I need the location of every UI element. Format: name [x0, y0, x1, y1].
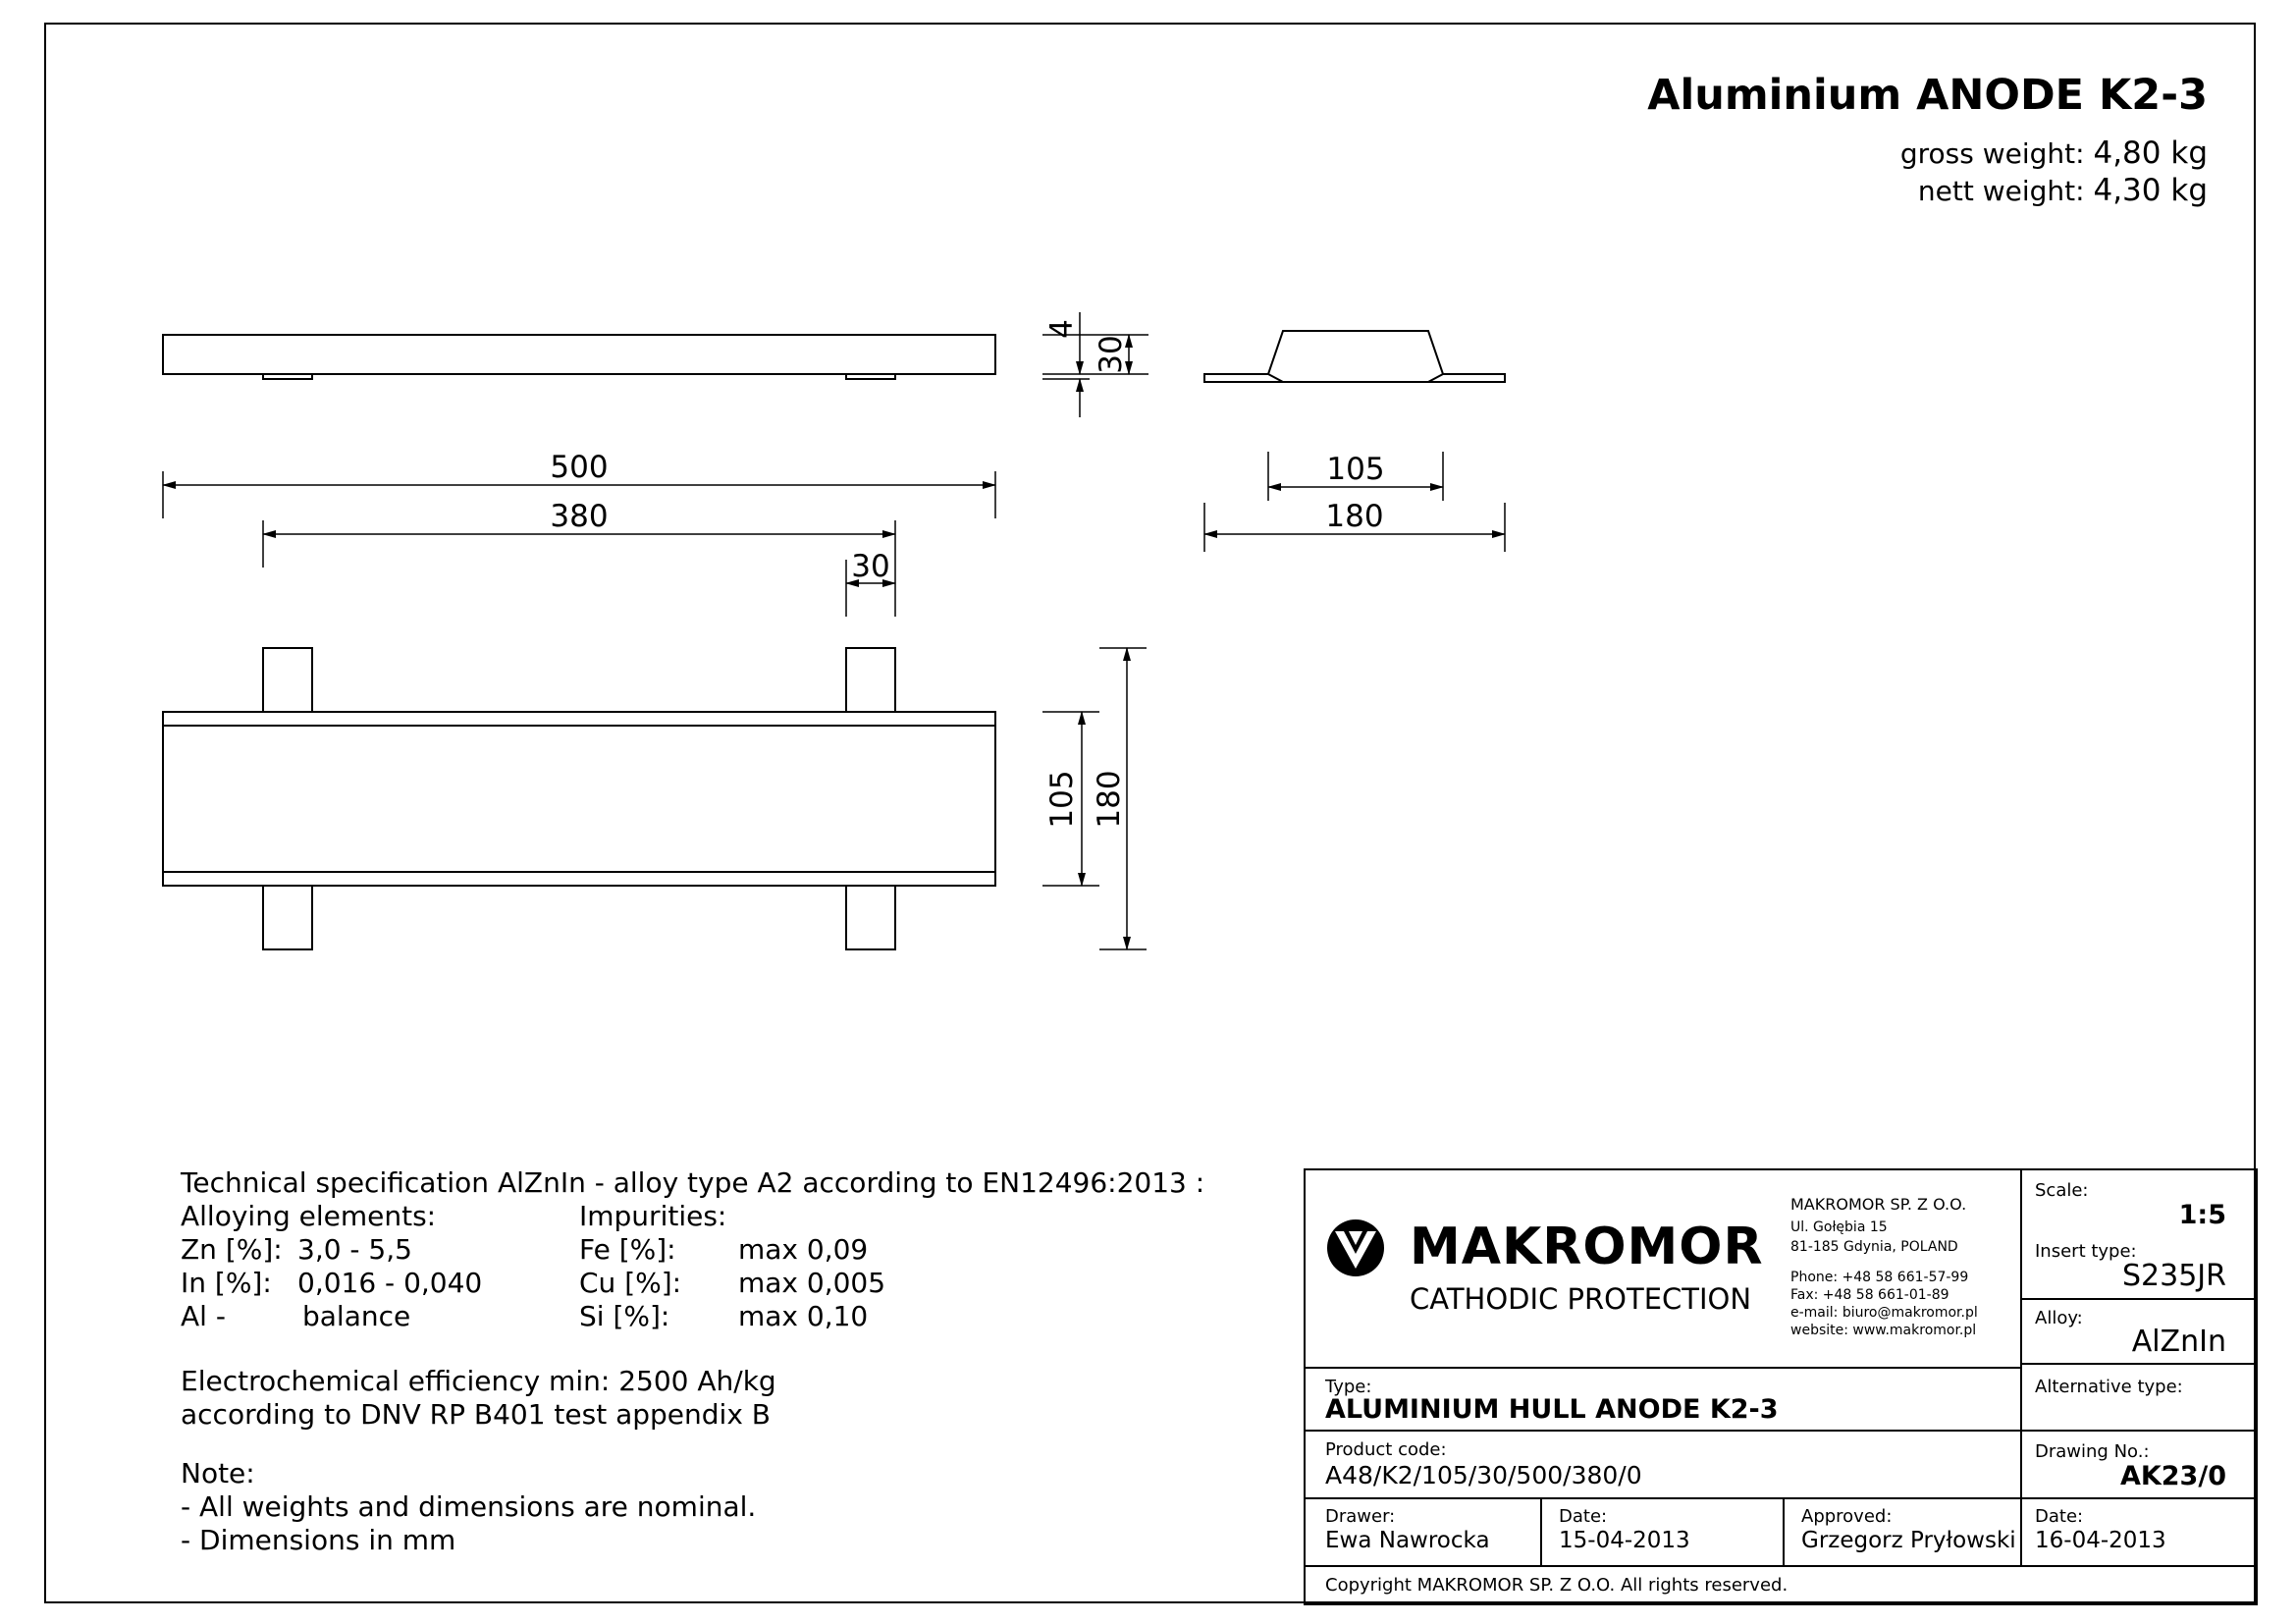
- alloy-value: balance: [302, 1300, 411, 1332]
- type-label: Type:: [1325, 1377, 1372, 1397]
- dim-strap-spacing: 380: [550, 499, 609, 534]
- plan-strap-right-bottom: [846, 886, 895, 949]
- scale-value: 1:5: [2178, 1200, 2226, 1230]
- product-code-label: Product code:: [1325, 1439, 1447, 1460]
- impurity-value: max 0,09: [738, 1233, 869, 1266]
- impurity-value: max 0,005: [738, 1267, 886, 1299]
- type-value: ALUMINIUM HULL ANODE K2-3: [1325, 1394, 1779, 1425]
- company-phone: Phone: +48 58 661-57-99: [1790, 1270, 1969, 1285]
- alternative-type-label: Alternative type:: [2035, 1377, 2183, 1397]
- company-fax: Fax: +48 58 661-01-89: [1790, 1287, 1949, 1303]
- approved-label: Approved:: [1801, 1506, 1893, 1527]
- alloy-value: 0,016 - 0,040: [297, 1267, 483, 1299]
- company-website: website: www.makromor.pl: [1790, 1323, 1977, 1338]
- impurity-value: max 0,10: [738, 1300, 869, 1332]
- impurities-heading: Impurities:: [579, 1200, 727, 1232]
- alloy-element: In [%]:: [181, 1267, 272, 1299]
- side-view-strap-right: [846, 374, 895, 379]
- impurity-element: Cu [%]:: [579, 1267, 682, 1299]
- product-code-value: A48/K2/105/30/500/380/0: [1325, 1461, 1642, 1489]
- impurity-element: Si [%]:: [579, 1300, 670, 1332]
- alloy-element: Zn [%]:: [181, 1233, 283, 1266]
- drawn-date-value: 15-04-2013: [1559, 1528, 1690, 1553]
- end-view-profile: [1204, 331, 1505, 382]
- drawing-no-value: AK23/0: [2119, 1461, 2226, 1491]
- dim-base-width: 180: [1325, 499, 1384, 534]
- company-email: e-mail: biuro@makromor.pl: [1790, 1305, 1978, 1321]
- approved-date-value: 16-04-2013: [2035, 1528, 2166, 1553]
- title-block: [1304, 1168, 2258, 1605]
- drawer-label: Drawer:: [1325, 1506, 1396, 1527]
- copyright-notice: Copyright MAKROMOR SP. Z O.O. All rights reserved.: [1325, 1575, 1789, 1596]
- approved-value: Grzegorz Pryłowski: [1801, 1528, 2016, 1553]
- efficiency-line-2: according to DNV RP B401 test appendix B: [181, 1398, 772, 1431]
- insert-type-label: Insert type:: [2035, 1241, 2137, 1262]
- side-view-body: [163, 335, 995, 374]
- dim-thickness: 4: [1044, 319, 1080, 339]
- note-heading: Note:: [181, 1457, 255, 1489]
- brand-name: MAKROMOR: [1410, 1218, 1764, 1276]
- insert-type-value: S235JR: [2122, 1259, 2226, 1293]
- nett-weight-value: 4,30 kg: [2093, 173, 2208, 208]
- company-name: MAKROMOR SP. Z O.O.: [1790, 1195, 1967, 1214]
- nett-weight-label: nett weight:: [1917, 175, 2085, 207]
- note-line-1: - All weights and dimensions are nominal.: [181, 1490, 757, 1523]
- efficiency-line-1: Electrochemical efficiency min: 2500 Ah/kg: [181, 1365, 776, 1397]
- drawing-title: Aluminium ANODE K2-3: [1647, 71, 2208, 120]
- plan-view-body: [163, 712, 995, 886]
- approved-date-label: Date:: [2035, 1506, 2084, 1527]
- company-city: 81-185 Gdynia, POLAND: [1790, 1239, 1958, 1255]
- side-view-strap-left: [263, 374, 312, 379]
- note-line-2: - Dimensions in mm: [181, 1524, 456, 1556]
- brand-subtitle: CATHODIC PROTECTION: [1410, 1282, 1752, 1316]
- dim-top-width: 105: [1326, 452, 1385, 487]
- drawing-no-label: Drawing No.:: [2035, 1441, 2150, 1462]
- dim-overall-width: 180: [1092, 770, 1127, 829]
- dim-body-width: 105: [1044, 770, 1080, 829]
- drawer-value: Ewa Nawrocka: [1325, 1528, 1490, 1553]
- plan-strap-left-bottom: [263, 886, 312, 949]
- gross-weight-value: 4,80 kg: [2093, 135, 2208, 171]
- dim-height: 30: [1094, 335, 1129, 374]
- company-street: Ul. Gołębia 15: [1790, 1219, 1888, 1235]
- gross-weight-label: gross weight:: [1899, 137, 2085, 170]
- dim-length: 500: [550, 450, 609, 485]
- drawn-date-label: Date:: [1559, 1506, 1608, 1527]
- alloy-value: 3,0 - 5,5: [297, 1233, 412, 1266]
- alloy-value: AlZnIn: [2131, 1325, 2226, 1359]
- dim-strap-width: 30: [851, 549, 890, 584]
- spec-heading: Technical specification AlZnIn - alloy type A2 according to EN12496:2013 :: [181, 1166, 1205, 1199]
- alloy-label: Alloy:: [2035, 1308, 2083, 1328]
- plan-strap-right-top: [846, 648, 895, 712]
- impurity-element: Fe [%]:: [579, 1233, 676, 1266]
- alloying-heading: Alloying elements:: [181, 1200, 437, 1232]
- alloy-element: Al -: [181, 1300, 226, 1332]
- makromor-logo-icon: [1325, 1218, 1386, 1278]
- plan-strap-left-top: [263, 648, 312, 712]
- scale-label: Scale:: [2035, 1180, 2089, 1201]
